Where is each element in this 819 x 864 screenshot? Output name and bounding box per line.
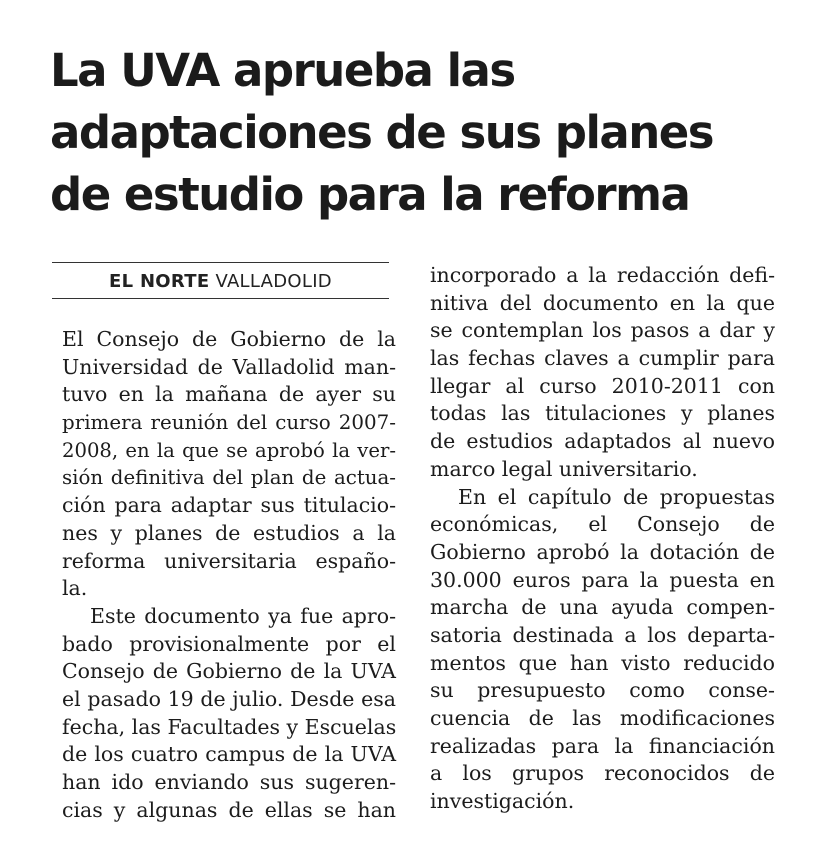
text-line: 2008, en la que se aprobó la ver- <box>62 438 396 462</box>
text-line: Consejo de Gobierno de la UVA <box>62 659 396 684</box>
text-line: realizadas para la financiación <box>430 733 775 758</box>
text-line: todas las titulaciones y planes <box>430 401 775 426</box>
text-line: investigación. <box>430 789 575 814</box>
text-line: tuvo en la mañana de ayer su <box>62 382 396 407</box>
text-line: 30.000 euros para la puesta en <box>430 567 775 592</box>
article-column-2 <box>430 262 775 816</box>
text-line: cuencia de las modificaciones <box>430 706 775 730</box>
text-line: fecha, las Facultades y Escuelas <box>62 714 397 739</box>
text-line: Este documento ya fue apro- <box>90 603 396 628</box>
text-line: sión definitiva del plan de actua- <box>62 466 396 490</box>
text-line: nitiva del documento en la que <box>430 290 775 315</box>
headline-line: de estudio para la reforma <box>50 168 690 221</box>
text-line: económicas, el Consejo de <box>430 512 775 537</box>
text-line: el pasado 19 de julio. Desde esa <box>62 686 396 711</box>
byline-publication: EL NORTE <box>109 271 210 292</box>
text-line: En el capítulo de propuestas <box>458 484 775 509</box>
text-line: a los grupos reconocidos de <box>430 761 775 786</box>
article-column-1 <box>62 326 396 824</box>
text-line: cias y algunas de ellas se han <box>62 797 396 822</box>
byline <box>52 270 389 294</box>
byline-bottom-rule <box>52 298 389 299</box>
text-line: han ido enviando sus sugeren- <box>62 770 396 794</box>
text-line: bado provisionalmente por el <box>62 631 396 656</box>
headline-line: La UVA aprueba las <box>50 44 515 97</box>
text-line: Universidad de Valladolid man- <box>62 354 396 379</box>
headline <box>50 40 790 226</box>
headline-line: adaptaciones de sus planes <box>50 106 714 159</box>
text-line: reforma universitaria españo- <box>62 548 396 573</box>
text-line: la. <box>62 576 88 601</box>
text-line: ción para adaptar sus titulacio- <box>62 493 396 518</box>
text-line: marcha de una ayuda compen- <box>430 595 775 620</box>
text-line: incorporado a la redacción defi- <box>430 263 775 287</box>
text-line: de los cuatro campus de la UVA <box>62 742 396 767</box>
text-line: marco legal universitario. <box>430 456 698 481</box>
text-line: satoria destinada a los departa- <box>430 622 775 647</box>
text-line: su presupuesto como conse- <box>430 678 775 703</box>
text-line: Gobierno aprobó la dotación de <box>430 539 775 564</box>
text-line: se contemplan los pasos a dar y <box>430 318 775 343</box>
text-line: llegar al curso 2010-2011 con <box>430 373 775 398</box>
text-line: las fechas claves a cumplir para <box>430 346 775 371</box>
text-line: de estudios adaptados al nuevo <box>430 429 775 454</box>
byline-top-rule <box>52 262 389 263</box>
text-line: El Consejo de Gobierno de la <box>62 327 396 351</box>
text-line: primera reunión del curso 2007- <box>62 411 396 435</box>
text-line: nes y planes de estudios a la <box>62 520 396 545</box>
text-line: mentos que han visto reducido <box>430 650 775 675</box>
byline-location: VALLADOLID <box>215 271 332 292</box>
